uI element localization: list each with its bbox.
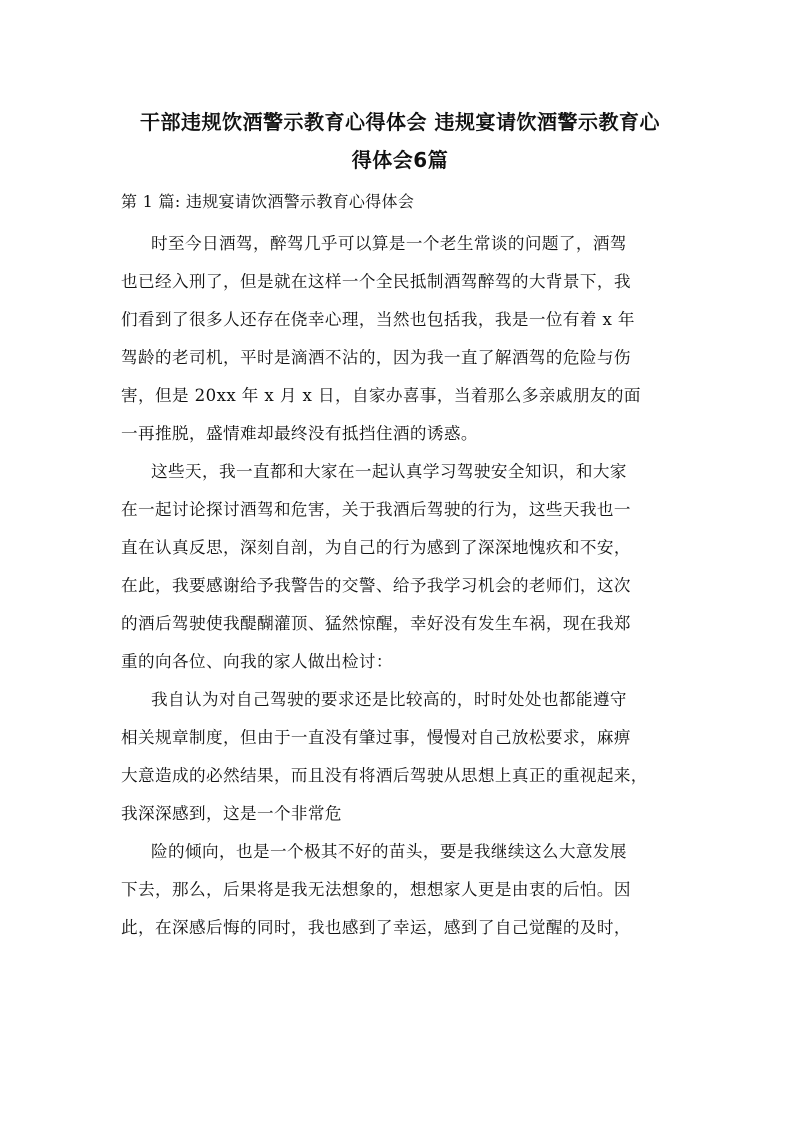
paragraph-line: 的酒后驾驶使我醍醐灌顶、猛然惊醒，幸好没有发生车祸，现在我郑 bbox=[121, 614, 631, 633]
paragraph-line: 重的向各位、向我的家人做出检讨： bbox=[121, 652, 393, 671]
paragraph-line: 也已经入刑了，但是就在这样一个全民抵制酒驾醉驾的大背景下，我 bbox=[121, 272, 631, 291]
paragraph-line: 害，但是 20xx 年 x 月 x 日，自家办喜事，当着那么多亲戚朋友的面 bbox=[121, 386, 641, 405]
document-body bbox=[121, 225, 681, 947]
paragraph-line: 这些天，我一直都和大家在一起认真学习驾驶安全知识，和大家 bbox=[151, 462, 627, 481]
paragraph-line: 险的倾向，也是一个极其不好的苗头，要是我继续这么大意发展 bbox=[151, 842, 627, 861]
paragraph-line: 驾龄的老司机，平时是滴酒不沾的，因为我一直了解酒驾的危险与伤 bbox=[121, 348, 631, 367]
paragraph-line: 此，在深感后悔的同时，我也感到了幸运，感到了自己觉醒的及时， bbox=[121, 918, 631, 937]
paragraph-line: 一再推脱，盛情难却最终没有抵挡住酒的诱惑。 bbox=[121, 424, 478, 443]
paragraph-line: 相关规章制度，但由于一直没有肇过事，慢慢对自己放松要求，麻痹 bbox=[121, 728, 631, 747]
paragraph-line: 时至今日酒驾，醉驾几乎可以算是一个老生常谈的问题了，酒驾 bbox=[151, 234, 627, 253]
paragraph-line: 在此，我要感谢给予我警告的交警、给予我学习机会的老师们，这次 bbox=[121, 576, 631, 595]
paragraph-line: 在一起讨论探讨酒驾和危害，关于我酒后驾驶的行为，这些天我也一 bbox=[121, 500, 631, 519]
paragraph-line: 下去，那么，后果将是我无法想象的，想想家人更是由衷的后怕。因 bbox=[121, 880, 631, 899]
paragraph-line: 直在认真反思，深刻自剖，为自己的行为感到了深深地愧疚和不安， bbox=[121, 538, 631, 557]
paragraph-line: 们看到了很多人还存在侥幸心理，当然也包括我，我是一位有着 x 年 bbox=[121, 310, 635, 329]
paragraph-line: 我自认为对自己驾驶的要求还是比较高的，时时处处也都能遵守 bbox=[151, 690, 627, 709]
document-title-line-1: 干部违规饮酒警示教育心得体会 违规宴请饮酒警示教育心 bbox=[140, 110, 660, 134]
document-title-line-2: 得体会6篇 bbox=[351, 148, 449, 172]
paragraph-line: 大意造成的必然结果，而且没有将酒后驾驶从思想上真正的重视起来， bbox=[121, 766, 648, 785]
paragraph-line: 我深深感到，这是一个非常危 bbox=[121, 804, 342, 823]
section-heading: 第 1 篇: 违规宴请饮酒警示教育心得体会 bbox=[121, 192, 415, 211]
